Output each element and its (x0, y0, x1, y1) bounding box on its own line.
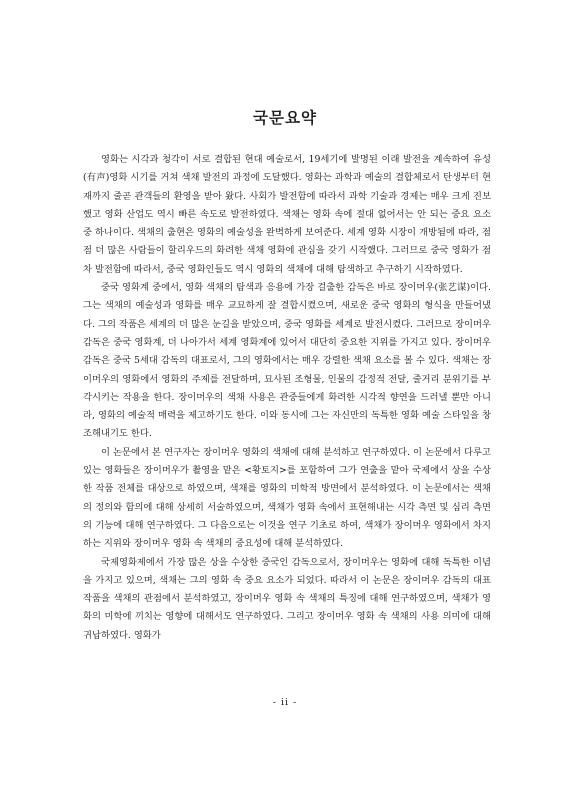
paragraph-3: 이 논문에서 본 연구자는 장이머우 영화의 색채에 대해 분석하고 연구하였다. 이 논문에서 다루고 있는 영화들은 장이머우가 촬영을 맡은 <황토지>를 포함하여 그가 연출을 맡아 국제에서 상을 수상한 작품 전체를 대상으로 하였으며, 색채를 영화의 미학적 방면에서 분석하였다. 이 논문에서는 색채의 정의와 함의에 대해 상세히 서술하였으며, 색채가 영화 속에서 표현해내는 시각 측면 및 심리 측면의 기능에 대해 연구하였다. 그 다음으로는 이것을 연구 기초로 하여, 색채가 장이머우 영화에서 차지하는 지위와 장이머우 영화 속 색채의 중요성에 대해 분석하였다. (83, 446, 491, 550)
paragraph-4: 국제영화제에서 가장 많은 상을 수상한 중국인 감독으로서, 장이머우는 영화에 대해 독특한 이념을 가지고 있으며, 색채는 그의 영화 속 중요 요소가 되었다. 따라서 이 논문은 장이머우 감독의 대표 작품을 색채의 관점에서 분석하였고, 장이머우 영화 속 색채의 특징에 대해 연구하였으며, 색채가 영화의 미학에 끼치는 영향에 대해서도 연구하였다. 그리고 장이머우 영화 속 색채의 사용 의미에 대해 귀납하였다. 영화가 (83, 556, 491, 641)
abstract-body (83, 151, 491, 645)
page-number: - ii - (272, 697, 298, 708)
paragraph-2: 중국 영화계 중에서, 영화 색채의 탐색과 응용에 가장 걸출한 감독은 바로 장이머우(张艺谋)이다. 그는 색채의 예술성과 영화를 매우 교묘하게 잘 결합시켰으며, 새로운 중국 영화의 형식을 만들어냈다. 그의 작품은 세계의 더 많은 눈길을 받았으며, 중국 영화를 세계로 발전시켰다. 그러므로 장이머우 감독은 중국 영화계, 더 나아가서 세계 영화계에 있어서 대단히 중요한 지위를 가지고 있다. 장이머우 감독은 중국 5세대 감독의 대표로서, 그의 영화에서는 매우 강렬한 색채 요소를 볼 수 있다. 색채는 장이머우의 영화에서 영화의 주제를 전달하며, 묘사된 조형물, 인물의 감정적 전달, 줄거리 분위기를 부각시키는 작용을 한다. 장이머우의 색채 사용은 관중들에게 화려한 시각적 향연을 드러낼 뿐만 아니라, 영화의 예술적 매력을 제고하기도 한다. 이와 동시에 그는 자신만의 독특한 영화 예술 스타일을 창조해내기도 한다. (83, 282, 491, 440)
paragraph-1: 영화는 시각과 청각이 서로 결합된 현대 예술로서, 19세기에 발명된 이래 발전을 계속하여 유성(有声)영화 시기를 거쳐 색채 발전의 과정에 도달했다. 영화는 과학과 예술의 결합체로서 탄생부터 현재까지 줄곧 관객들의 환영을 받아 왔다. 사회가 발전함에 따라서 과학 기술과 경제는 매우 크게 진보했고 영화 산업도 역시 빠른 속도로 발전하였다. 색채는 영화 속에 절대 없어서는 안 되는 중요 요소 중 하나이다. 색채의 출현은 영화의 예술성을 완벽하게 보여준다. 세계 영화 시장이 개방됨에 따라, 점점 더 많은 사람들이 할리우드의 화려한 색채 영화에 관심을 갖기 시작했다. 그러므로 중국 영화가 점차 발전함에 따라서, 중국 영화인들도 역시 영화의 색채에 대해 탐색하고 추구하기 시작하였다. (83, 154, 491, 275)
page-title: 국문요약 (253, 108, 317, 127)
